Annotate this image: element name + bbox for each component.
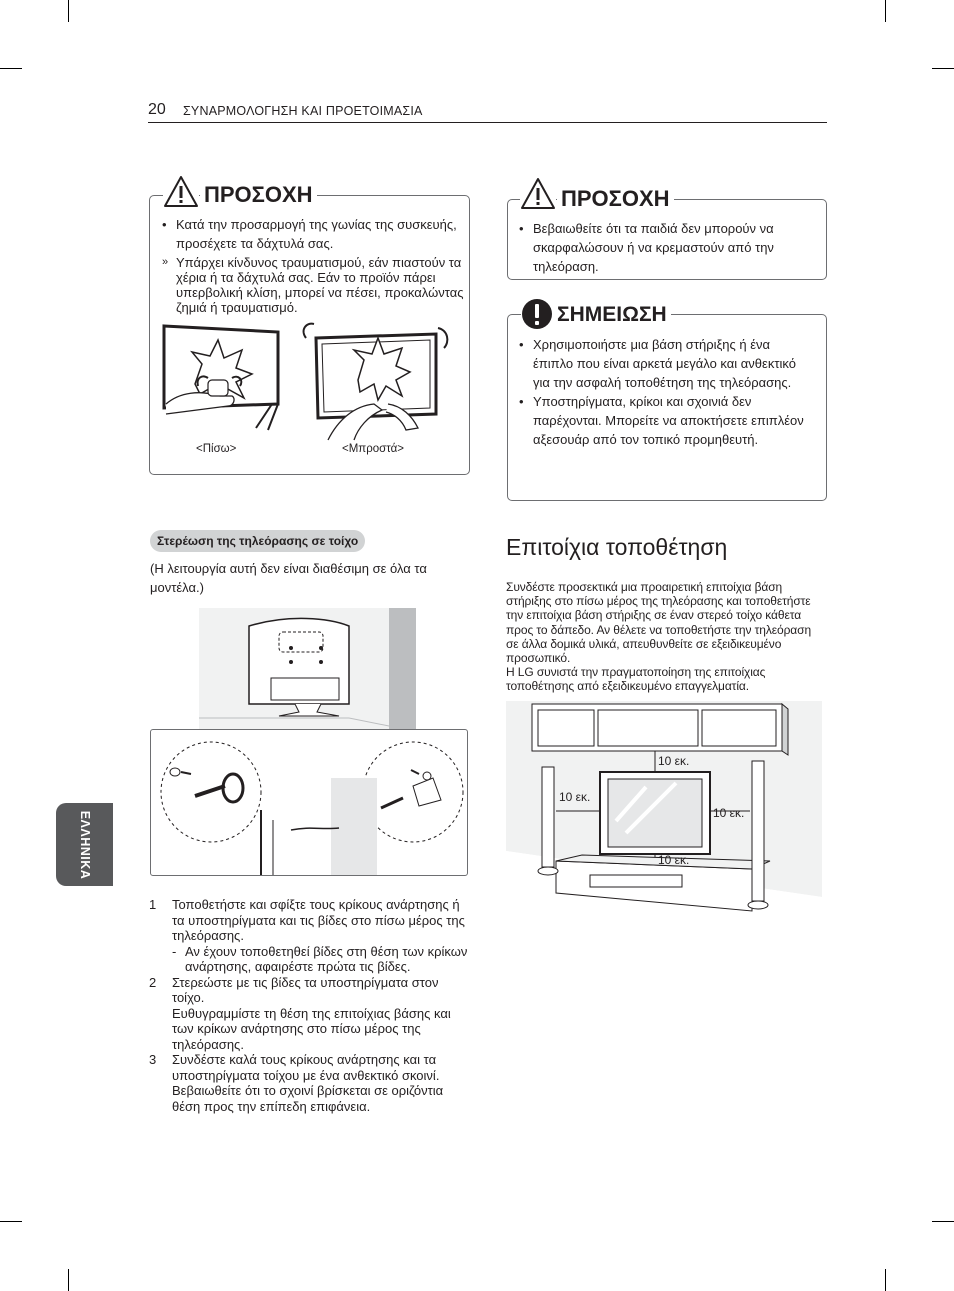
clearance-bottom-label: 10 εκ.	[658, 853, 690, 867]
crop-mark	[885, 0, 886, 22]
section-title: ΣΥΝΑΡΜΟΛΟΓΗΣΗ ΚΑΙ ΠΡΟΕΤΟΙΜΑΣΙΑ	[183, 104, 423, 118]
tv-front-illustration	[298, 320, 453, 444]
step-text: Συνδέστε καλά τους κρίκους ανάρτησης και τα υποστηρίγματα τοίχου με ένα ανθεκτικό σκοινί. Βεβαιωθείτε ότι το σχοινί βρίσκεται σε οριζόντια θέση προς την επίπεδη επιφάνεια.	[172, 1052, 444, 1114]
crop-mark	[68, 0, 69, 22]
note-exclamation-icon	[521, 298, 553, 330]
tv-back-illustration	[160, 322, 285, 434]
step-item	[149, 1052, 474, 1114]
caption-back: <Πίσω>	[196, 443, 237, 455]
warning-triangle-icon	[520, 177, 556, 210]
step-item	[149, 897, 474, 975]
list-item: • Χρησιμοποιήστε μια βάση στήριξης ή ένα έπιπλο που είναι αρκετά μεγάλο και ανθεκτικό για την ασφαλή τοποθέτηση της τηλεόρασης.	[519, 335, 804, 392]
header-divider	[148, 122, 827, 123]
crop-mark	[0, 68, 22, 69]
step-extra-text: Ευθυγραμμίστε τη θέση της επιτοίχιας βάσης και των κρίκων ανάρτησης στο πίσω μέρος της τηλεόρασης.	[172, 1005, 451, 1052]
wall-mount-recommendation: Η LG συνιστά την πραγματοποίηση της επιτοίχιας τοποθέτησης από εξειδικευμένο επαγγελματία.	[506, 665, 766, 694]
crop-mark	[885, 1269, 886, 1291]
crop-mark	[932, 1221, 954, 1222]
language-tab	[56, 803, 113, 886]
wall-mount-title: Επιτοίχια τοποθέτηση	[506, 534, 728, 560]
tv-against-wall-illustration	[199, 608, 416, 729]
caution-heading-left: ΠΡΟΣΟΧΗ	[200, 183, 317, 207]
wall-mount-paragraph: Συνδέστε προσεκτικά μια προαιρετική επιτοίχια βάση στήριξης στο πίσω μέρος της τηλεόρασης και τοποθετήστε την επιτοίχια βάση στήριξης σε έναν στερεό τοίχο κάθετα προς το δάπεδο. Αν θέλετε να τοποθετήστε την τηλεόραση σε άλλα δομικά υλικά, απευθυνθείτε σε εξειδικευμένο προσωπικό.	[506, 580, 812, 666]
crop-mark	[932, 68, 954, 69]
caution-heading-right: ΠΡΟΣΟΧΗ	[557, 187, 674, 211]
caution-list-left	[162, 215, 472, 315]
list-item: » Υπάρχει κίνδυνος τραυματισμού, εάν πιαστούν τα χέρια ή τα δάχτυλά σας. Εάν το προϊόν πάρει υπερβολική κλίση, μπορεί να πέσει, προκαλώντας ζημιά ή τραυματισμό.	[162, 255, 472, 315]
clearance-top-label: 10 εκ.	[658, 754, 690, 768]
warning-triangle-icon	[163, 175, 199, 208]
availability-note: (Η λειτουργία αυτή δεν είναι διαθέσιμη σε όλα τα μοντέλα.)	[150, 561, 427, 595]
step-subitem-text: Αν έχουν τοποθετηθεί βίδες στη θέση των κρίκων ανάρτησης, αφαιρέστε πρώτα τις βίδες.	[185, 943, 468, 974]
clearance-left-label: 10 εκ.	[559, 790, 591, 804]
list-item: • Βεβαιωθείτε ότι τα παιδιά δεν μπορούν να σκαρφαλώσουν ή να κρεμαστούν από την τηλεόραση.	[519, 219, 809, 276]
step-number: 2	[149, 974, 157, 990]
note-heading: ΣΗΜΕΙΩΣΗ	[553, 303, 671, 327]
clearance-right-label: 10 εκ.	[713, 806, 745, 820]
step-item	[149, 975, 474, 1053]
wall-mount-body	[506, 580, 826, 694]
subsection-pill: Στερέωση της τηλεόρασης σε τοίχο	[150, 530, 365, 552]
step-subitem	[172, 944, 474, 975]
wall-mount-clearance-diagram	[506, 701, 822, 913]
crop-mark	[0, 1221, 22, 1222]
note-list	[519, 335, 804, 449]
wall-fix-steps	[149, 897, 474, 1114]
step-text: Στερεώστε με τις βίδες τα υποστηρίγματα στον τοίχο.	[172, 974, 439, 1005]
language-tab-label: ΕΛΛΗΝΙΚΑ	[77, 810, 92, 879]
crop-mark	[68, 1269, 69, 1291]
dash-marker: -	[172, 943, 177, 959]
page-number: 20	[148, 101, 166, 118]
caption-front: <Μπροστά>	[342, 443, 405, 455]
step-text: Τοποθετήστε και σφίξτε τους κρίκους ανάρτησης ή τα υποστηρίγματα και τις βίδες στο πίσω μέρος της τηλεόρασης.	[172, 897, 465, 943]
list-item: • Υποστηρίγματα, κρίκοι και σχοινιά δεν παρέχονται. Μπορείτε να αποκτήσετε επιπλέον αξεσουάρ από τον τοπικό προμηθευτή.	[519, 392, 804, 449]
step-number: 3	[149, 1052, 157, 1067]
caution-list-right	[519, 219, 809, 276]
eyebolt-bracket-illustration	[151, 730, 467, 875]
list-item: • Κατά την προσαρμογή της γωνίας της συσκευής, προσέχετε τα δάχτυλά σας.	[162, 215, 472, 253]
step-number: 1	[149, 897, 157, 912]
